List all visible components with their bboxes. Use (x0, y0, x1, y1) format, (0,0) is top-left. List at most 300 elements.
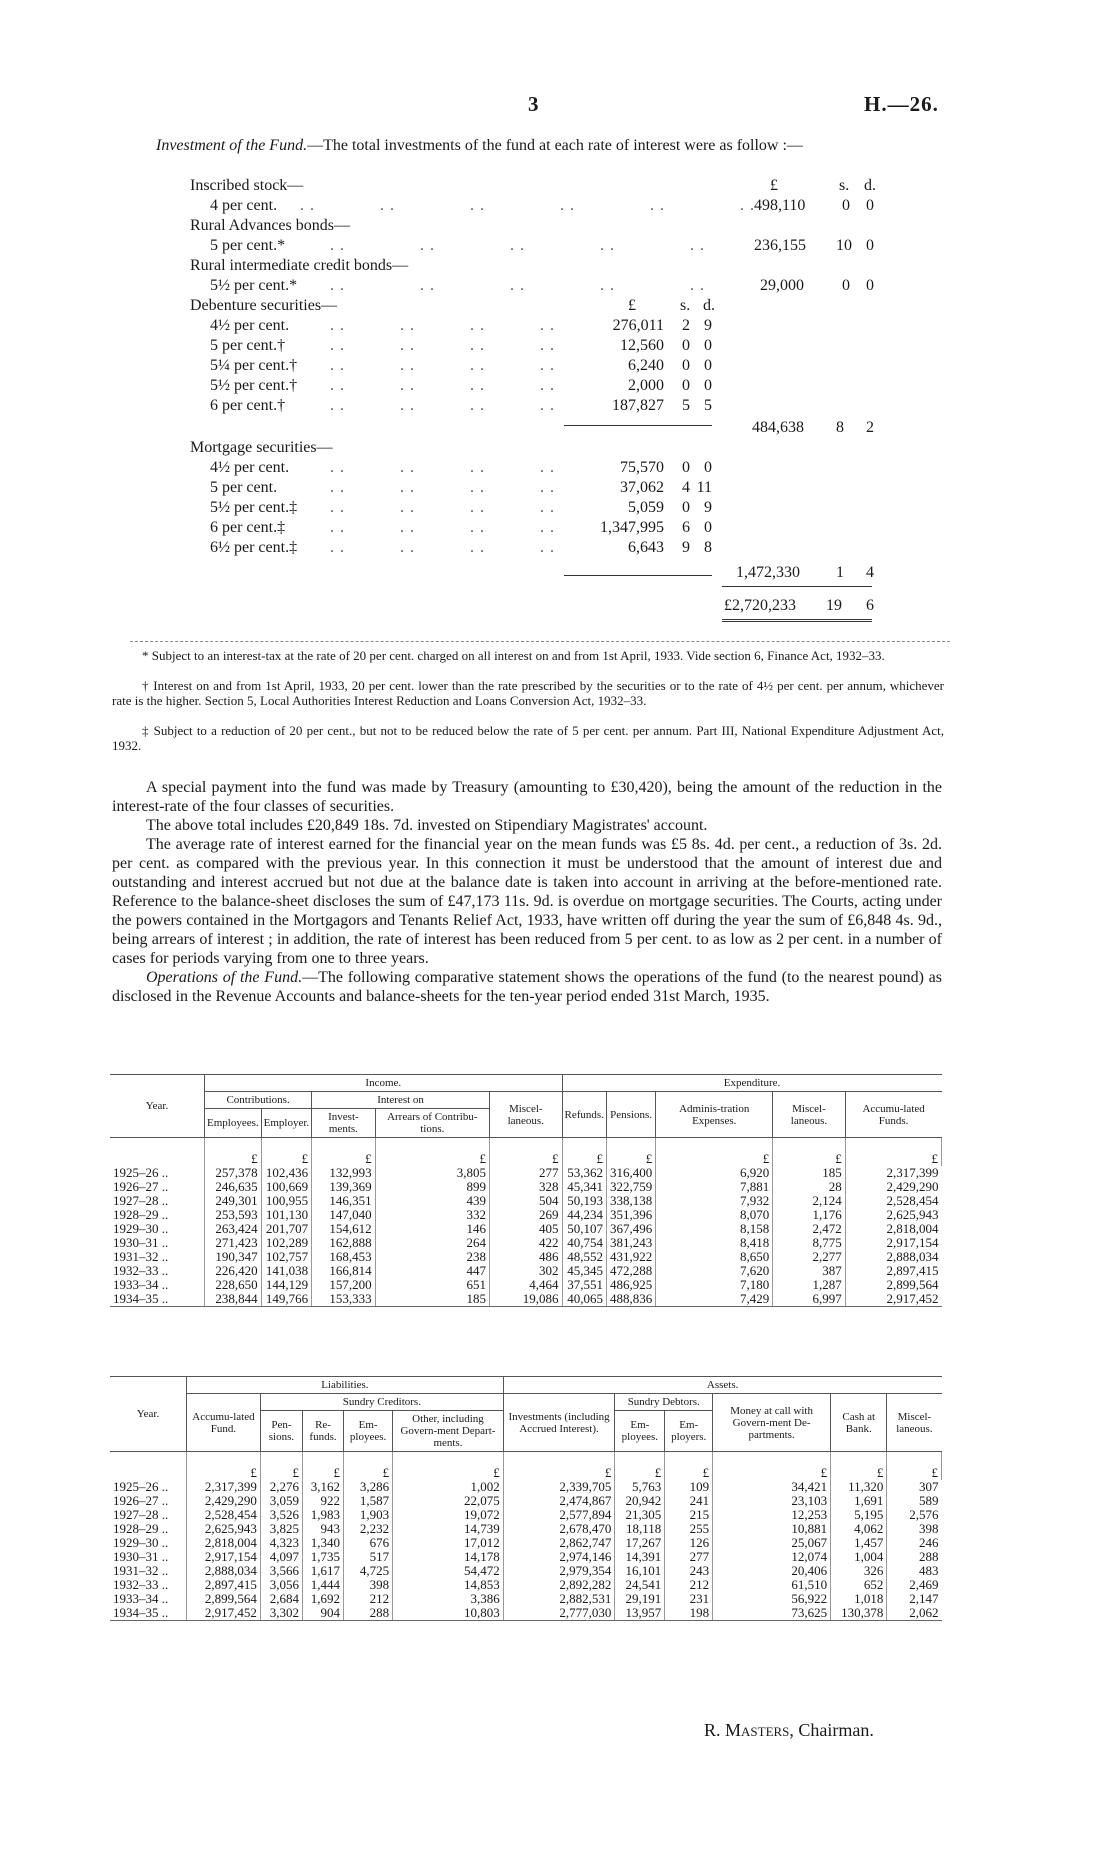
rate-label: 6 per cent.‡ (210, 519, 286, 536)
table-row (110, 1494, 942, 1508)
inscribed-total-s: 0 (842, 197, 850, 214)
value-cell: 100,955 (261, 1194, 312, 1208)
unit-shillings-right: s. (839, 177, 850, 194)
value-cell: 2,124 (773, 1194, 846, 1208)
col-employees: Employees. (205, 1109, 262, 1138)
value-cell: 264 (375, 1236, 489, 1250)
amount-shillings: 9 (682, 539, 690, 556)
value-cell: 17,267 (615, 1536, 665, 1550)
value-cell: 1,176 (773, 1208, 846, 1222)
table-row (110, 1278, 942, 1292)
body-text (112, 778, 942, 1006)
value-cell: 1,617 (302, 1564, 343, 1578)
col-employer: Employer. (261, 1109, 312, 1138)
table-row (110, 1264, 942, 1278)
col-refunds: Re-funds. (302, 1411, 343, 1452)
value-cell: 277 (665, 1550, 713, 1564)
value-cell: 16,101 (615, 1564, 665, 1578)
table-row (110, 1592, 942, 1606)
year-cell: 1931–32 .. (110, 1250, 205, 1264)
value-cell: 45,345 (562, 1264, 606, 1278)
value-cell: 351,396 (606, 1208, 655, 1222)
value-cell: 162,888 (312, 1236, 375, 1250)
value-cell: 13,957 (615, 1606, 665, 1621)
value-cell: 157,200 (312, 1278, 375, 1292)
value-cell: 3,162 (302, 1480, 343, 1494)
total-rule (722, 586, 872, 587)
value-cell: 2,862,747 (503, 1536, 615, 1550)
value-cell: 3,526 (260, 1508, 302, 1522)
rate-label: 4½ per cent. (210, 317, 290, 334)
col-debtor-employers: Em-ployers. (665, 1411, 713, 1452)
value-cell: 231 (665, 1592, 713, 1606)
unit-cell: £ (831, 1452, 887, 1481)
value-cell: 1,735 (302, 1550, 343, 1564)
amount-pence: 0 (704, 519, 712, 536)
value-cell: 4,464 (489, 1278, 562, 1292)
col-debtor-employees: Em-ployees. (615, 1411, 665, 1452)
value-cell: 2,625,943 (187, 1522, 261, 1536)
value-cell: 2,317,399 (187, 1480, 261, 1494)
amount-shillings: 0 (682, 377, 690, 394)
value-cell: 1,444 (302, 1578, 343, 1592)
signatory-name: R. Masters (704, 1720, 790, 1740)
value-cell: 2,897,415 (845, 1264, 941, 1278)
value-cell: 2,429,290 (845, 1180, 941, 1194)
value-cell: 288 (887, 1550, 942, 1564)
unit-shillings-mid: s. (680, 297, 691, 314)
inscribed-total-d: 0 (866, 197, 874, 214)
value-cell: 18,118 (615, 1522, 665, 1536)
operations-text: —The following comparative statement shows the operations of the fund (to the nearest pound) as disclosed in the Revenue Accounts and balance-sheets for the ten-year period ended 31st March, 1935. (112, 969, 942, 1005)
value-cell: 255 (665, 1522, 713, 1536)
value-cell: 3,805 (375, 1166, 489, 1180)
liabilities-table-body (110, 1452, 942, 1621)
value-cell: 50,107 (562, 1222, 606, 1236)
value-cell: 2,818,004 (187, 1536, 261, 1550)
value-cell: 19,072 (393, 1508, 504, 1522)
value-cell: 4,062 (831, 1522, 887, 1536)
value-cell: 102,436 (261, 1166, 312, 1180)
amount-pounds: 187,827 (612, 397, 664, 414)
amount-shillings: 4 (682, 479, 690, 496)
value-cell: 943 (302, 1522, 343, 1536)
value-cell: 2,979,354 (503, 1564, 615, 1578)
col-admin-expenses: Adminis-tration Expenses. (656, 1092, 773, 1138)
unit-cell: £ (312, 1138, 375, 1167)
value-cell: 17,012 (393, 1536, 504, 1550)
value-cell: 241 (665, 1494, 713, 1508)
amount-pounds: 2,000 (628, 377, 664, 394)
table-row (110, 1536, 942, 1550)
value-cell: 2,528,454 (845, 1194, 941, 1208)
value-cell: 1,018 (831, 1592, 887, 1606)
value-cell: 45,341 (562, 1180, 606, 1194)
value-cell: 21,305 (615, 1508, 665, 1522)
amount-pounds: 75,570 (620, 459, 664, 476)
value-cell: 439 (375, 1194, 489, 1208)
value-cell: 381,243 (606, 1236, 655, 1250)
value-cell: 322,759 (606, 1180, 655, 1194)
year-cell: 1930–31 .. (110, 1236, 205, 1250)
year-cell: 1934–35 .. (110, 1292, 205, 1307)
value-cell: 37,551 (562, 1278, 606, 1292)
unit-cell: £ (260, 1452, 302, 1481)
value-cell: 3,566 (260, 1564, 302, 1578)
value-cell: 263,424 (205, 1222, 262, 1236)
footnote-separator (130, 641, 950, 642)
investment-heading: Investment of the Fund. (156, 137, 308, 154)
unit-cell: £ (489, 1138, 562, 1167)
value-cell: 109 (665, 1480, 713, 1494)
value-cell: 249,301 (205, 1194, 262, 1208)
value-cell: 257,378 (205, 1166, 262, 1180)
signature (704, 1720, 874, 1741)
value-cell: 149,766 (261, 1292, 312, 1307)
rural-intermediate-total-d: 0 (866, 277, 874, 294)
leader-dots: .. .. .. .. (330, 499, 560, 516)
value-cell: 130,378 (831, 1606, 887, 1621)
amount-shillings: 0 (682, 337, 690, 354)
unit-cell: £ (302, 1452, 343, 1481)
value-cell: 2,317,399 (845, 1166, 941, 1180)
unit-cell: £ (773, 1138, 846, 1167)
value-cell: 24,541 (615, 1578, 665, 1592)
year-cell: 1932–33 .. (110, 1264, 205, 1278)
table-row (110, 1222, 942, 1236)
value-cell: 4,323 (260, 1536, 302, 1550)
table-row (110, 1236, 942, 1250)
paragraph-stipendiary: The above total includes £20,849 18s. 7d. invested on Stipendiary Magistrates' account. (146, 817, 708, 834)
value-cell: 144,129 (261, 1278, 312, 1292)
table-row (110, 1194, 942, 1208)
unit-cell: £ (393, 1452, 504, 1481)
year-cell: 1926–27 .. (110, 1180, 205, 1194)
amount-shillings: 5 (682, 397, 690, 414)
value-cell: 486 (489, 1250, 562, 1264)
value-cell: 2,277 (773, 1250, 846, 1264)
amount-pounds: 5,059 (628, 499, 664, 516)
value-cell: 185 (375, 1292, 489, 1307)
unit-cell: £ (887, 1452, 942, 1481)
value-cell: 20,406 (713, 1564, 831, 1578)
value-cell: 40,065 (562, 1292, 606, 1307)
value-cell: 2,974,146 (503, 1550, 615, 1564)
value-cell: 14,853 (393, 1578, 504, 1592)
value-cell: 899 (375, 1180, 489, 1194)
grand-total: £2,720,233 (724, 597, 796, 614)
value-cell: 387 (773, 1264, 846, 1278)
leader-dots: .. .. .. .. (330, 317, 560, 334)
value-cell: 238 (375, 1250, 489, 1264)
unit-row (110, 1452, 942, 1481)
value-cell: 246,635 (205, 1180, 262, 1194)
value-cell: 146 (375, 1222, 489, 1236)
table-row (110, 1550, 942, 1564)
value-cell: 5,763 (615, 1480, 665, 1494)
value-cell: 132,993 (312, 1166, 375, 1180)
value-cell: 1,692 (302, 1592, 343, 1606)
value-cell: 2,062 (887, 1606, 942, 1621)
col-year: Year. (110, 1377, 187, 1452)
value-cell: 405 (489, 1222, 562, 1236)
amount-pounds: 6,240 (628, 357, 664, 374)
value-cell: 102,289 (261, 1236, 312, 1250)
value-cell: 8,418 (656, 1236, 773, 1250)
value-cell: 22,075 (393, 1494, 504, 1508)
value-cell: 676 (344, 1536, 393, 1550)
leader-dots: .. .. .. .. (330, 539, 560, 556)
subtotal-rule (564, 425, 712, 426)
mortgage-total: 1,472,330 (736, 564, 800, 581)
unit-cell: £ (606, 1138, 655, 1167)
mortgage-heading: Mortgage securities— (190, 439, 333, 456)
rural-intermediate-total-s: 0 (842, 277, 850, 294)
value-cell: 212 (665, 1578, 713, 1592)
table-row (110, 1522, 942, 1536)
value-cell: 328 (489, 1180, 562, 1194)
value-cell: 243 (665, 1564, 713, 1578)
amount-pounds: 276,011 (612, 317, 664, 334)
value-cell: 61,510 (713, 1578, 831, 1592)
amount-pounds: 37,062 (620, 479, 664, 496)
value-cell: 338,138 (606, 1194, 655, 1208)
leader-dots: .. .. .. .. .. .. (300, 197, 760, 214)
unit-cell: £ (344, 1452, 393, 1481)
value-cell: 153,333 (312, 1292, 375, 1307)
unit-cell: £ (205, 1138, 262, 1167)
value-cell: 398 (887, 1522, 942, 1536)
grand-total-double-rule (722, 619, 872, 622)
value-cell: 226,420 (205, 1264, 262, 1278)
unit-cell: £ (656, 1138, 773, 1167)
col-group-sundry-creditors: Sundry Creditors. (260, 1394, 503, 1411)
year-cell: 1925–26 .. (110, 1166, 205, 1180)
mortgage-total-d: 4 (866, 564, 874, 581)
year-cell: 1930–31 .. (110, 1550, 187, 1564)
debenture-total: 484,638 (752, 419, 804, 436)
value-cell: 326 (831, 1564, 887, 1578)
value-cell: 8,775 (773, 1236, 846, 1250)
value-cell: 2,777,030 (503, 1606, 615, 1621)
value-cell: 246 (887, 1536, 942, 1550)
value-cell: 12,074 (713, 1550, 831, 1564)
value-cell: 8,070 (656, 1208, 773, 1222)
value-cell: 2,899,564 (845, 1278, 941, 1292)
value-cell: 185 (773, 1166, 846, 1180)
amount-shillings: 0 (682, 357, 690, 374)
col-money-at-call: Money at call with Govern-ment De-partments. (713, 1394, 831, 1452)
value-cell: 11,320 (831, 1480, 887, 1494)
table-row (110, 1508, 942, 1522)
value-cell: 307 (887, 1480, 942, 1494)
value-cell: 316,400 (606, 1166, 655, 1180)
leader-dots: .. .. .. .. (330, 519, 560, 536)
rural-advances-total-d: 0 (866, 237, 874, 254)
value-cell: 651 (375, 1278, 489, 1292)
value-cell: 4,725 (344, 1564, 393, 1578)
table-row (110, 1166, 942, 1180)
col-miscellaneous: Miscel-laneous. (887, 1394, 942, 1452)
value-cell: 447 (375, 1264, 489, 1278)
operations-heading: Operations of the Fund. (146, 969, 303, 986)
value-cell: 2,339,705 (503, 1480, 615, 1494)
value-cell: 486,925 (606, 1278, 655, 1292)
rate-label: 5½ per cent.† (210, 377, 298, 394)
unit-cell: £ (845, 1138, 941, 1167)
value-cell: 25,067 (713, 1536, 831, 1550)
value-cell: 269 (489, 1208, 562, 1222)
rate-label: 5 per cent. (210, 479, 278, 496)
value-cell: 3,056 (260, 1578, 302, 1592)
value-cell: 48,552 (562, 1250, 606, 1264)
value-cell: 198 (665, 1606, 713, 1621)
value-cell: 6,997 (773, 1292, 846, 1307)
leader-dots: .. .. .. .. (330, 479, 560, 496)
leader-dots: .. .. .. .. .. (330, 237, 710, 254)
unit-cell: £ (187, 1452, 261, 1481)
col-group-income: Income. (205, 1075, 563, 1092)
amount-pence: 0 (704, 357, 712, 374)
value-cell: 2,528,454 (187, 1508, 261, 1522)
value-cell: 101,130 (261, 1208, 312, 1222)
paragraph-operations (112, 968, 942, 1006)
rate-label: 5½ per cent.‡ (210, 499, 298, 516)
rate-label: 5 per cent.† (210, 337, 286, 354)
value-cell: 10,881 (713, 1522, 831, 1536)
value-cell: 7,620 (656, 1264, 773, 1278)
amount-shillings: 0 (682, 459, 690, 476)
value-cell: 398 (344, 1578, 393, 1592)
unit-cell-empty (110, 1452, 187, 1481)
value-cell: 1,457 (831, 1536, 887, 1550)
table-row (110, 1578, 942, 1592)
value-cell: 589 (887, 1494, 942, 1508)
value-cell: 2,276 (260, 1480, 302, 1494)
col-group-liabilities: Liabilities. (187, 1377, 504, 1394)
value-cell: 7,881 (656, 1180, 773, 1194)
value-cell: 34,421 (713, 1480, 831, 1494)
col-year: Year. (110, 1075, 205, 1138)
year-cell: 1928–29 .. (110, 1208, 205, 1222)
col-pensions: Pen-sions. (260, 1411, 302, 1452)
value-cell: 2,429,290 (187, 1494, 261, 1508)
value-cell: 488,836 (606, 1292, 655, 1307)
table-row (110, 1250, 942, 1264)
value-cell: 2,917,452 (187, 1606, 261, 1621)
value-cell: 2,472 (773, 1222, 846, 1236)
value-cell: 8,650 (656, 1250, 773, 1264)
value-cell: 7,180 (656, 1278, 773, 1292)
leader-dots: .. .. .. .. (330, 397, 560, 414)
rate-label: 6½ per cent.‡ (210, 539, 298, 556)
col-group-contributions: Contributions. (205, 1092, 312, 1109)
value-cell: 2,888,034 (187, 1564, 261, 1578)
table-row (110, 1208, 942, 1222)
year-cell: 1927–28 .. (110, 1194, 205, 1208)
unit-pounds-mid: £ (628, 297, 636, 314)
col-group-assets: Assets. (503, 1377, 941, 1394)
col-employees: Em-ployees. (344, 1411, 393, 1452)
value-cell: 2,474,867 (503, 1494, 615, 1508)
col-misc-income: Miscel-laneous. (489, 1092, 562, 1138)
value-cell: 1,691 (831, 1494, 887, 1508)
value-cell: 14,739 (393, 1522, 504, 1536)
col-pensions: Pensions. (606, 1092, 655, 1138)
unit-cell: £ (261, 1138, 312, 1167)
year-cell: 1933–34 .. (110, 1592, 187, 1606)
value-cell: 3,825 (260, 1522, 302, 1536)
rural-advances-heading: Rural Advances bonds— (190, 217, 350, 234)
amount-shillings: 2 (682, 317, 690, 334)
value-cell: 14,178 (393, 1550, 504, 1564)
leader-dots: .. .. .. .. (330, 459, 560, 476)
value-cell: 6,920 (656, 1166, 773, 1180)
rural-advances-rate: 5 per cent.* (210, 237, 286, 254)
rural-intermediate-total: 29,000 (760, 277, 804, 294)
value-cell: 2,917,452 (845, 1292, 941, 1307)
paragraph-average-rate: The average rate of interest earned for the financial year on the mean funds was £5 8s. 4d. per cent., a reduction of 3s. 2d. per cent. as compared with the previous year. In this connection it must be understood that the amount of interest due and outstanding and interest accrued but not due at the balance date is taken into account in arriving at the before-mentioned rate. Reference to the balance-sheet discloses the sum of £47,173 11s. 9d. is overdue on mortgage securities. The Courts, acting under the powers contained in the Mortgagors and Tenants Relief Act, 1933, have written off during the year the sum of £6,848 4s. 9d., being arrears of interest ; in addition, the rate of interest has been reduced from 5 per cent. to as low as 2 per cent. in a number of cases for periods varying from one to three years. (112, 836, 942, 967)
amount-pence: 11 (696, 479, 712, 496)
value-cell: 2,469 (887, 1578, 942, 1592)
value-cell: 141,038 (261, 1264, 312, 1278)
rural-intermediate-rate: 5½ per cent.* (210, 277, 298, 294)
value-cell: 7,932 (656, 1194, 773, 1208)
value-cell: 126 (665, 1536, 713, 1550)
value-cell: 100,669 (261, 1180, 312, 1194)
unit-pence-right: d. (864, 177, 876, 194)
rate-label: 5¼ per cent.† (210, 357, 298, 374)
value-cell: 2,899,564 (187, 1592, 261, 1606)
value-cell: 2,625,943 (845, 1208, 941, 1222)
table-row (110, 1564, 942, 1578)
value-cell: 56,922 (713, 1592, 831, 1606)
unit-pounds-right: £ (770, 177, 778, 194)
value-cell: 1,287 (773, 1278, 846, 1292)
amount-pence: 9 (704, 317, 712, 334)
value-cell: 2,818,004 (845, 1222, 941, 1236)
income-expenditure-table (110, 1074, 942, 1307)
value-cell: 44,234 (562, 1208, 606, 1222)
value-cell: 2,917,154 (187, 1550, 261, 1564)
value-cell: 922 (302, 1494, 343, 1508)
value-cell: 12,253 (713, 1508, 831, 1522)
value-cell: 3,302 (260, 1606, 302, 1621)
value-cell: 54,472 (393, 1564, 504, 1578)
rural-intermediate-heading: Rural intermediate credit bonds— (190, 257, 409, 274)
liabilities-assets-table (110, 1376, 942, 1621)
value-cell: 288 (344, 1606, 393, 1621)
leader-dots: .. .. .. .. (330, 337, 560, 354)
value-cell: 483 (887, 1564, 942, 1578)
col-accumulated-fund: Accumu-lated Fund. (187, 1394, 261, 1452)
col-refunds: Refunds. (562, 1092, 606, 1138)
unit-cell: £ (665, 1452, 713, 1481)
table-row (110, 1180, 942, 1194)
page-number: 3 (528, 92, 539, 116)
value-cell: 73,625 (713, 1606, 831, 1621)
amount-pounds: 1,347,995 (600, 519, 664, 536)
value-cell: 168,453 (312, 1250, 375, 1264)
value-cell: 1,587 (344, 1494, 393, 1508)
year-cell: 1933–34 .. (110, 1278, 205, 1292)
value-cell: 2,232 (344, 1522, 393, 1536)
leader-dots: .. .. .. .. (330, 377, 560, 394)
investment-intro-text: —The total investments of the fund at each rate of interest were as follow :— (307, 137, 803, 154)
footnote-2: † Interest on and from 1st April, 1933, 20 per cent. lower than the rate prescribed by the securities or to the rate of 4½ per cent. per annum, whichever rate is the higher. Section 5, Local Authorities Interest Reduction and Loans Conversion Act, 1932–33. (112, 678, 944, 708)
value-cell: 190,347 (205, 1250, 262, 1264)
rural-advances-total-s: 10 (836, 237, 852, 254)
